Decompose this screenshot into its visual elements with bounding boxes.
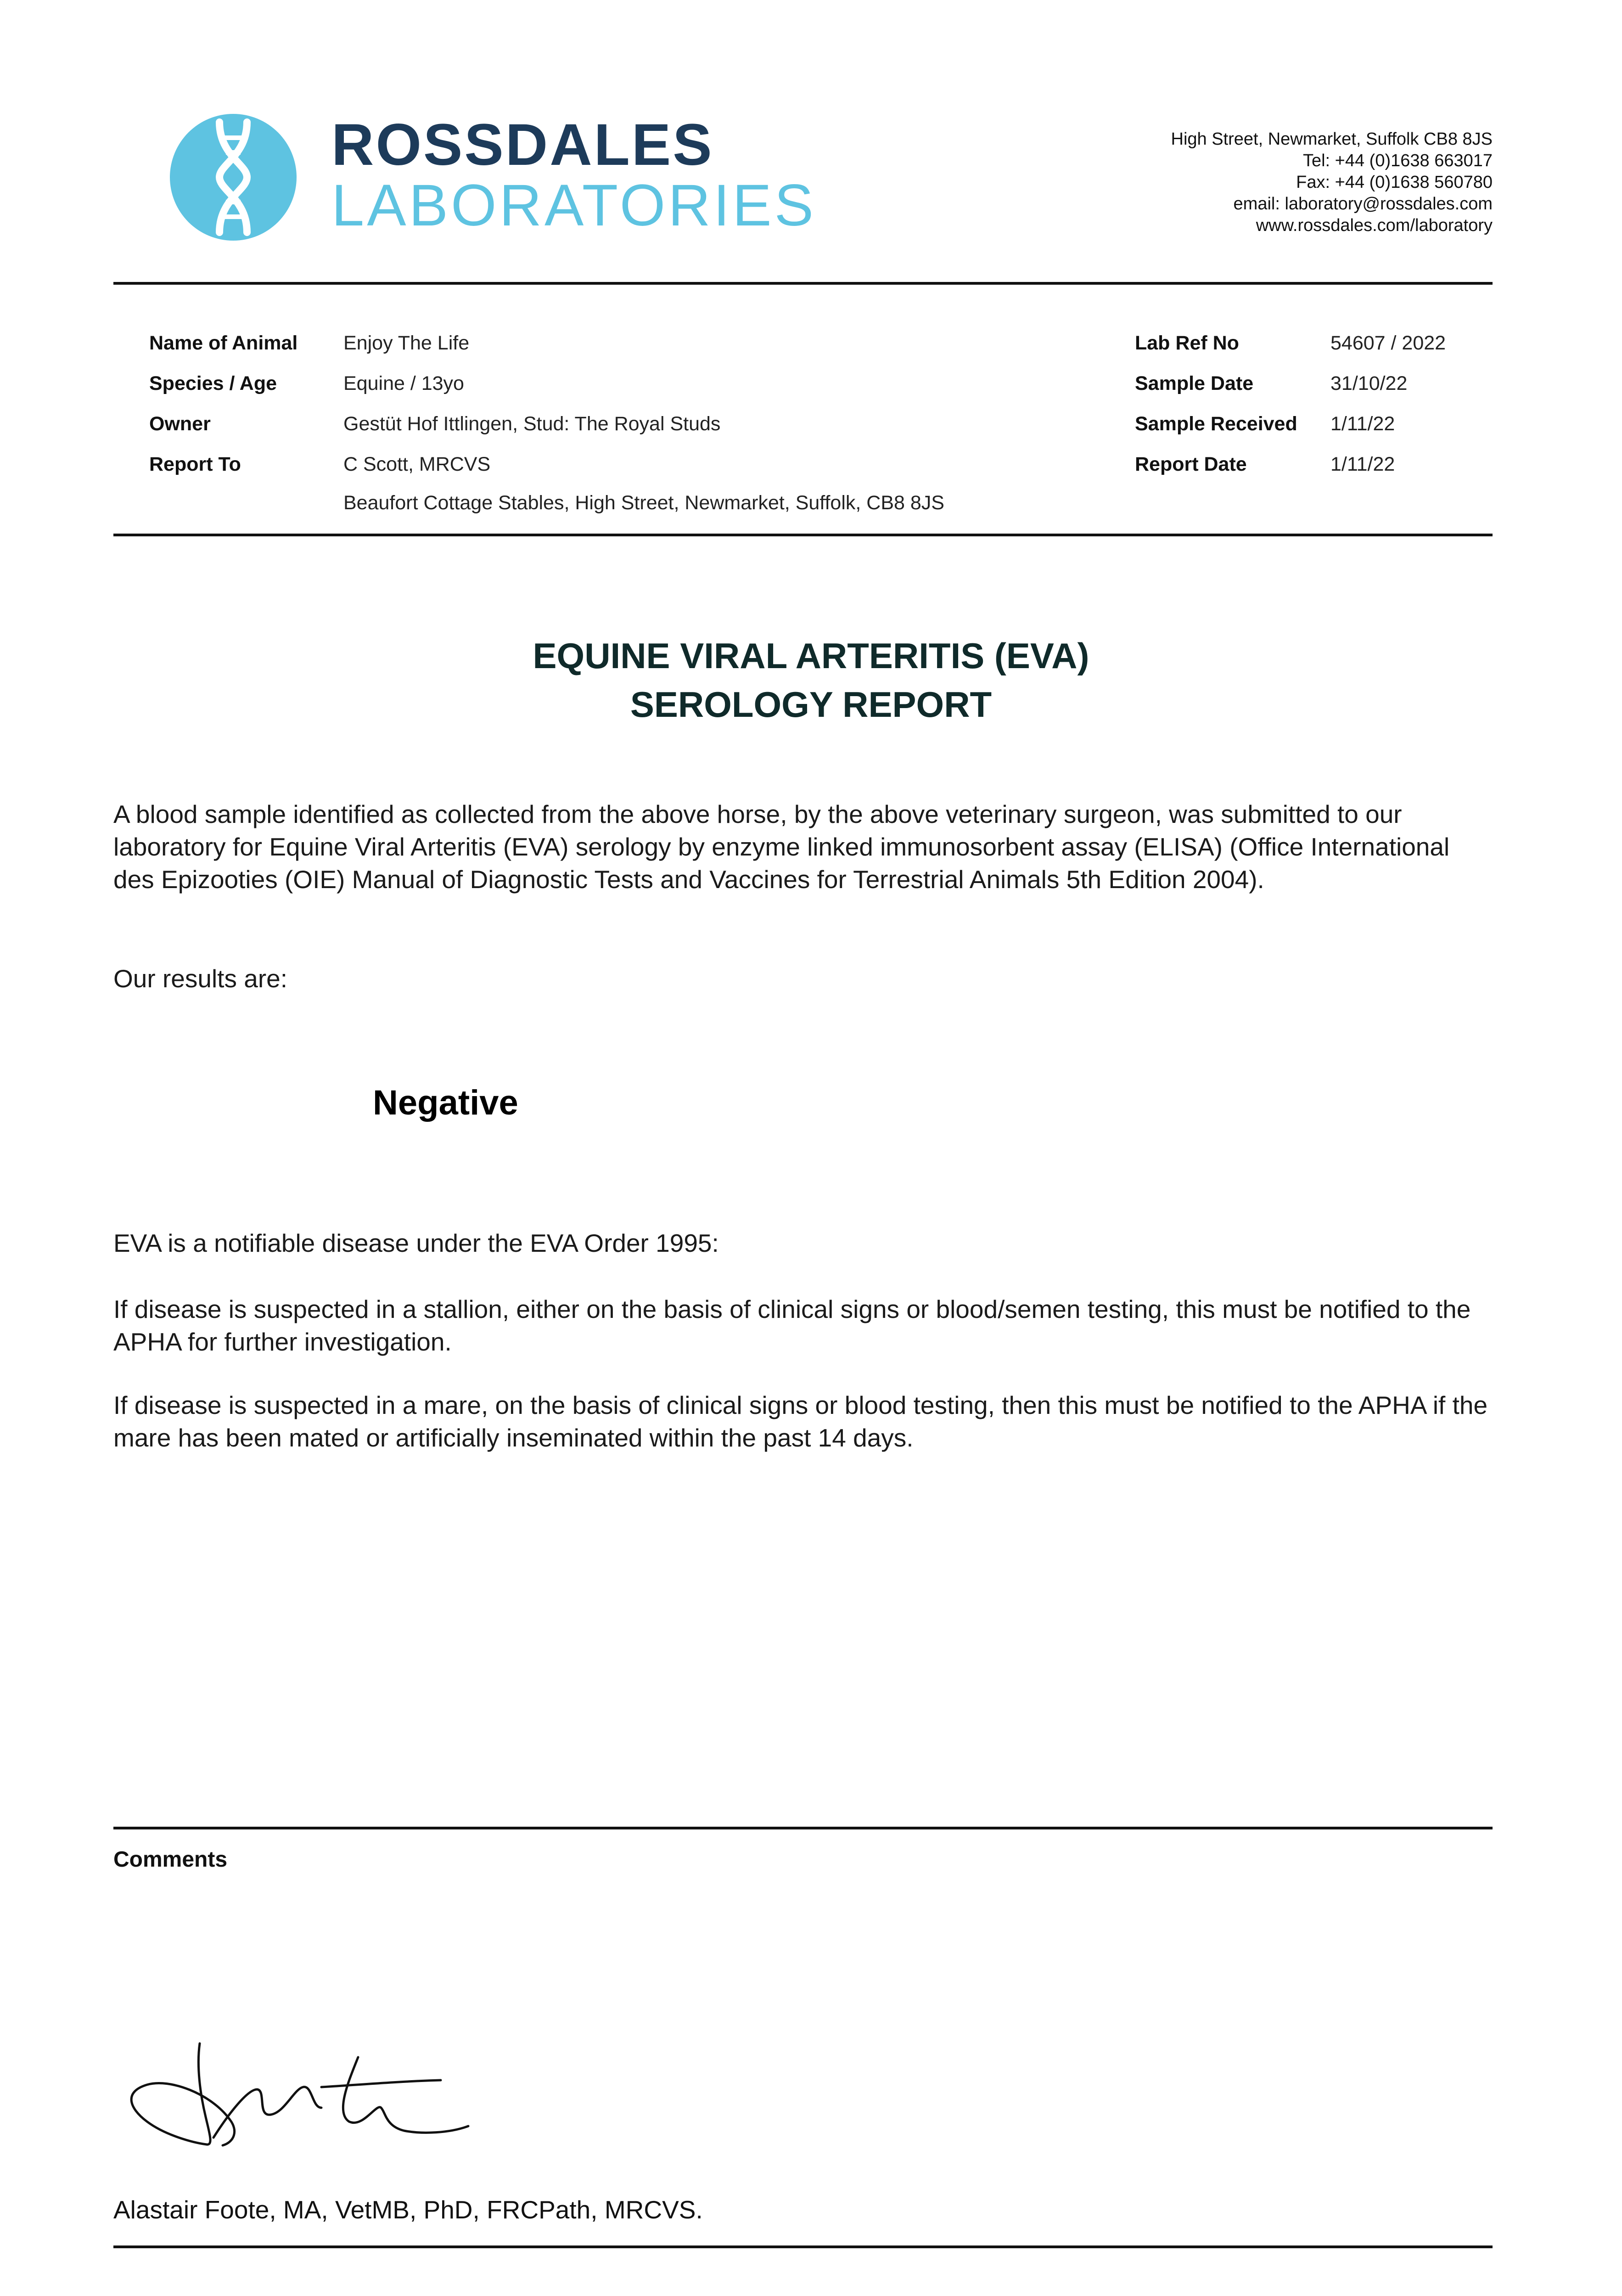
signature <box>119 2039 477 2158</box>
species-age-label: Species / Age <box>149 372 277 394</box>
sample-date-value: 31/10/22 <box>1330 372 1408 394</box>
sample-date-label: Sample Date <box>1135 372 1254 394</box>
contact-block <box>1171 129 1493 236</box>
intro-paragraph: A blood sample identified as collected from the above horse, by the above veterinary surgeon, was submitted to our laboratory for Equine Viral Arteritis (EVA) serology by enzyme linked immunosorbent assay (ELISA) (Office International des Epizooties (OIE) Manual of Diagnostic Tests and Vaccines for Terrestrial Animals 5th Edition 2004). <box>113 800 1450 894</box>
brand-subtitle: LABORATORIES <box>331 173 816 238</box>
report-to-label: Report To <box>149 453 241 475</box>
results-lead: Our results are: <box>113 964 288 993</box>
brand-name: ROSSDALES <box>331 112 714 178</box>
mare-paragraph: If disease is suspected in a mare, on the basis of clinical signs or blood testing, then this must be notified to the APHA if the mare has been mated or artificially inseminated within the past 14 days. <box>113 1391 1488 1452</box>
report-date-value: 1/11/22 <box>1330 453 1395 475</box>
contact-address: High Street, Newmarket, Suffolk CB8 8JS <box>1171 129 1493 149</box>
report-title <box>0 631 1622 729</box>
animal-name-value: Enjoy The Life <box>343 332 470 354</box>
info-divider <box>113 534 1493 536</box>
species-age-value: Equine / 13yo <box>343 372 464 394</box>
report-title-line2: SEROLOGY REPORT <box>630 684 992 725</box>
contact-tel: Tel: +44 (0)1638 663017 <box>1302 151 1493 170</box>
header-divider <box>113 282 1493 285</box>
owner-value: Gestüt Hof Ittlingen, Stud: The Royal Studs <box>343 413 721 435</box>
footer-divider <box>113 2245 1493 2248</box>
notifiable-notice: EVA is a notifiable disease under the EVA Order 1995: <box>113 1229 719 1257</box>
contact-email: email: laboratory@rossdales.com <box>1233 194 1493 214</box>
contact-website: www.rossdales.com/laboratory <box>1256 216 1493 235</box>
sample-received-label: Sample Received <box>1135 413 1297 435</box>
report-title-line1: EQUINE VIRAL ARTERITIS (EVA) <box>533 636 1089 676</box>
report-to-value: C Scott, MRCVS <box>343 453 491 475</box>
sample-received-value: 1/11/22 <box>1330 413 1395 435</box>
report-date-label: Report Date <box>1135 453 1247 475</box>
test-result: Negative <box>373 1083 518 1122</box>
lab-ref-value: 54607 / 2022 <box>1330 332 1446 354</box>
dna-helix-icon <box>170 114 297 241</box>
lab-ref-label: Lab Ref No <box>1135 332 1239 354</box>
report-to-address: Beaufort Cottage Stables, High Street, Newmarket, Suffolk, CB8 8JS <box>343 492 944 514</box>
owner-label: Owner <box>149 413 211 435</box>
stallion-paragraph: If disease is suspected in a stallion, either on the basis of clinical signs or blood/semen testing, this must be notified to the APHA for further investigation. <box>113 1295 1471 1356</box>
comments-divider <box>113 1827 1493 1829</box>
contact-fax: Fax: +44 (0)1638 560780 <box>1296 173 1493 192</box>
comments-label: Comments <box>113 1847 228 1872</box>
signer-name: Alastair Foote, MA, VetMB, PhD, FRCPath, MRCVS. <box>113 2195 703 2224</box>
animal-name-label: Name of Animal <box>149 332 298 354</box>
